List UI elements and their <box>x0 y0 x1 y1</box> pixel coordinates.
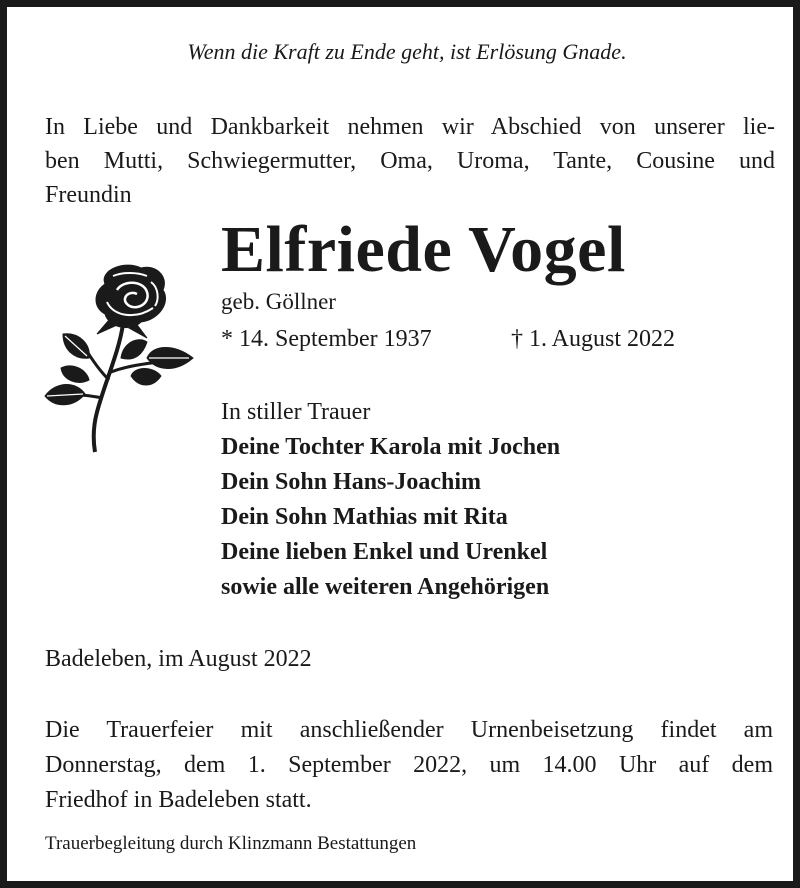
place-date: Badeleben, im August 2022 <box>45 646 312 672</box>
intro-line: In Liebe und Dankbarkeit nehmen wir Abschied von unserer lie- <box>45 114 775 140</box>
intro-line: Freundin <box>45 182 132 208</box>
birth-date: * 14. September 1937 <box>221 326 432 352</box>
mourner-line: sowie alle weiteren Angehörigen <box>221 574 550 600</box>
intro-text <box>45 110 775 212</box>
mourner-line: Dein Sohn Mathias mit Rita <box>221 504 508 530</box>
mourner-line: Dein Sohn Hans-Joachim <box>221 469 482 495</box>
mourner-line: Deine Tochter Karola mit Jochen <box>221 434 561 460</box>
life-dates <box>221 323 721 355</box>
motto: Wenn die Kraft zu Ende geht, ist Erlösung Gnade. <box>187 39 627 64</box>
funeral-line: Die Trauerfeier mit anschließender Urnenbeisetzung findet am <box>45 717 773 743</box>
deceased-name: Elfriede Vogel <box>221 213 626 286</box>
birth-name: geb. Göllner <box>221 289 336 314</box>
funeral-line: Donnerstag, dem 1. September 2022, um 14.00 Uhr auf dem <box>45 752 773 778</box>
undertaker-note: Trauerbegleitung durch Klinzmann Bestattungen <box>45 833 417 854</box>
funeral-info <box>45 713 773 818</box>
intro-line: ben Mutti, Schwiegermutter, Oma, Uroma, Tante, Cousine und <box>45 148 775 174</box>
rose-icon <box>43 262 199 454</box>
mourner-line: Deine lieben Enkel und Urenkel <box>221 539 548 565</box>
funeral-line: Friedhof in Badeleben statt. <box>45 787 312 813</box>
mourners-block <box>221 395 560 605</box>
mourners-intro: In stiller Trauer <box>221 399 371 425</box>
death-date: † 1. August 2022 <box>511 326 676 352</box>
